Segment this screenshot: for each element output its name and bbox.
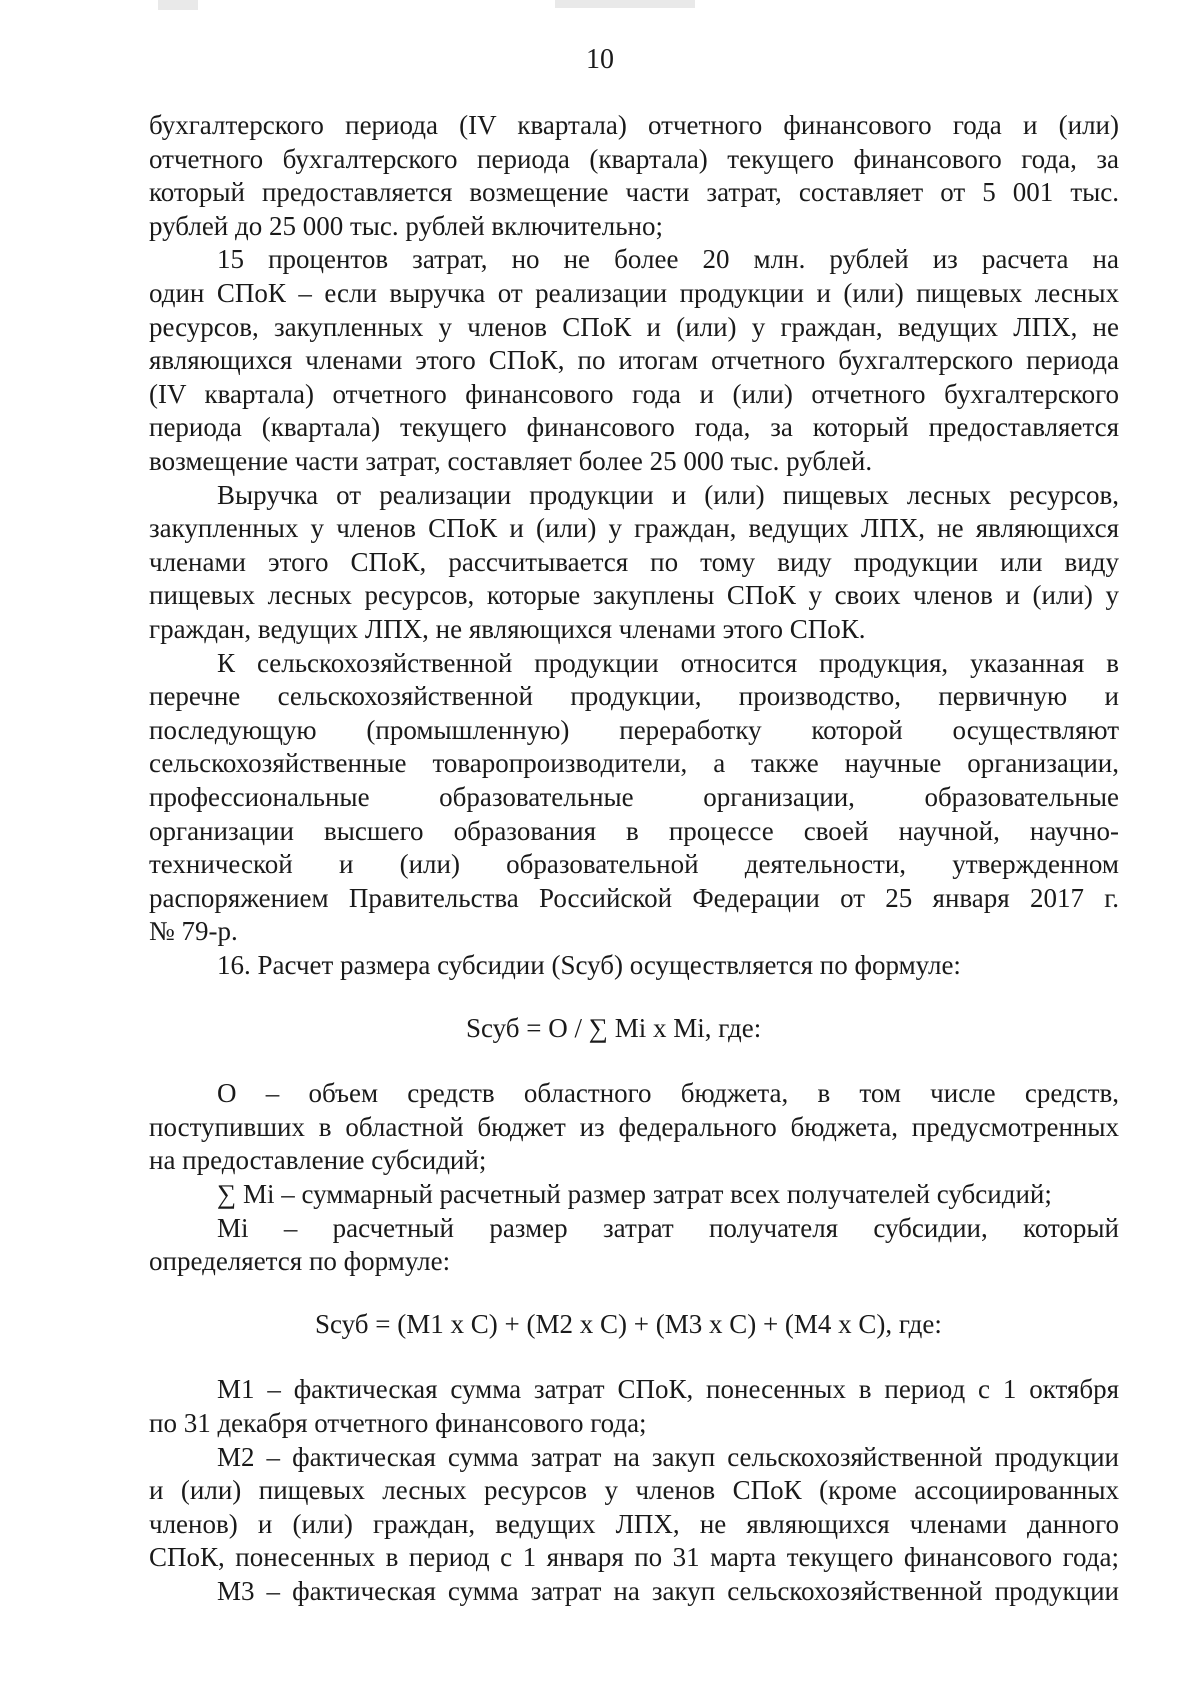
text-line: закупленных у членов СПоК и (или) у граждан, ведущих ЛПХ, не являющихся (149, 513, 1119, 543)
text-line: который предоставляется возмещение части затрат, составляет от 5 001 тыс. (149, 177, 1119, 207)
text-line: граждан, ведущих ЛПХ, не являющихся членами этого СПоК. (149, 614, 866, 644)
text-line: на предоставление субсидий; (149, 1145, 487, 1175)
text-line: ∑ Mi – суммарный расчетный размер затрат всех получателей субсидий; (217, 1179, 1052, 1209)
text-line: M3 – фактическая сумма затрат на закуп сельскохозяйственной продукции (217, 1576, 1119, 1606)
text-line: один СПоК – если выручка от реализации продукции и (или) пищевых лесных (149, 278, 1119, 308)
text-line: и (или) пищевых лесных ресурсов у членов СПоК (кроме ассоциированных (149, 1475, 1119, 1505)
formula-main: Sсуб = О / ∑ Mi x Mi, где: (466, 1013, 762, 1043)
text-line: M2 – фактическая сумма затрат на закуп сельскохозяйственной продукции (217, 1442, 1119, 1472)
text-line: членов) и (или) граждан, ведущих ЛПХ, не являющихся членами данного (149, 1509, 1119, 1539)
formula-sum: Sсуб = (M1 x C) + (M2 x C) + (M3 x C) + (M4 x C), где: (315, 1309, 942, 1339)
text-line: К сельскохозяйственной продукции относится продукция, указанная в (217, 648, 1119, 678)
text-line: СПоК, понесенных в период с 1 января по 31 марта текущего финансового года; (149, 1542, 1119, 1572)
text-line: Mi – расчетный размер затрат получателя субсидии, который (217, 1213, 1119, 1243)
text-line: последующую (промышленную) переработку которой осуществляют (149, 715, 1119, 745)
text-line: № 79-р. (149, 916, 238, 946)
text-line: ресурсов, закупленных у членов СПоК и (или) у граждан, ведущих ЛПХ, не (149, 312, 1119, 342)
text-line: по 31 декабря отчетного финансового года; (149, 1408, 647, 1438)
text-line: О – объем средств областного бюджета, в том числе средств, (217, 1078, 1119, 1108)
text-line: (IV квартала) отчетного финансового года и (или) отчетного бухгалтерского (149, 379, 1119, 409)
text-line: периода (квартала) текущего финансового года, за который предоставляется (149, 412, 1119, 442)
page-number: 10 (586, 44, 614, 75)
text-line: членами этого СПоК, рассчитывается по тому виду продукции или виду (149, 547, 1119, 577)
text-line: перечне сельскохозяйственной продукции, производство, первичную и (149, 681, 1119, 711)
text-line: определяется по формуле: (149, 1246, 451, 1276)
text-line: Выручка от реализации продукции и (или) пищевых лесных ресурсов, (217, 480, 1119, 510)
text-line: M1 – фактическая сумма затрат СПоК, понесенных в период с 1 октября (217, 1374, 1119, 1404)
text-line: 16. Расчет размера субсидии (Sсуб) осуществляется по формуле: (217, 950, 961, 980)
text-line: пищевых лесных ресурсов, которые закуплены СПоК у своих членов и (или) у (149, 580, 1119, 610)
text-line: профессиональные образовательные организации, образовательные (149, 782, 1119, 812)
text-line: возмещение части затрат, составляет более 25 000 тыс. рублей. (149, 446, 873, 476)
text-line: распоряжением Правительства Российской Федерации от 25 января 2017 г. (149, 883, 1119, 913)
text-line: поступивших в областной бюджет из федерального бюджета, предусмотренных (149, 1112, 1119, 1142)
text-line: технической и (или) образовательной деятельности, утвержденном (149, 849, 1119, 879)
text-line: бухгалтерского периода (IV квартала) отчетного финансового года и (или) (149, 110, 1119, 140)
scan-smudge (158, 0, 198, 10)
text-line: являющихся членами этого СПоК, по итогам отчетного бухгалтерского периода (149, 345, 1119, 375)
text-line: сельскохозяйственные товаропроизводители, а также научные организации, (149, 748, 1119, 778)
text-line: рублей до 25 000 тыс. рублей включительно; (149, 211, 663, 241)
text-line: 15 процентов затрат, но не более 20 млн. рублей из расчета на (217, 244, 1119, 274)
text-line: организации высшего образования в процессе своей научной, научно- (149, 816, 1119, 846)
scan-smudge (555, 0, 695, 8)
text-line: отчетного бухгалтерского периода (квартала) текущего финансового года, за (149, 144, 1119, 174)
